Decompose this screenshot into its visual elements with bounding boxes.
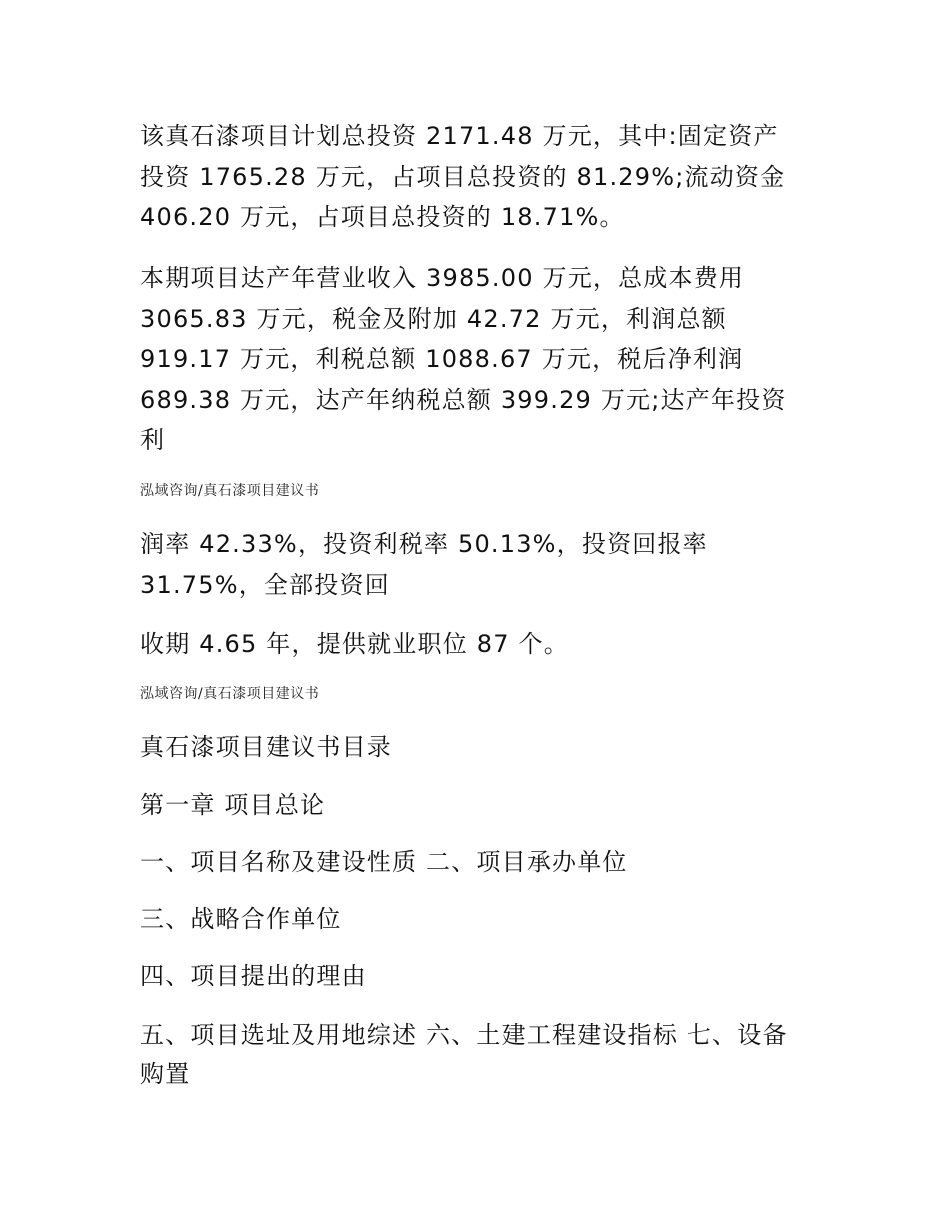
text-line: 收期 4.65 年，提供就业职位 87 个。	[140, 630, 569, 658]
return-rate-paragraph	[140, 524, 820, 605]
text-line: 689.38 万元，达产年纳税总额 399.29 万元;达产年投资	[140, 385, 787, 414]
text-line: 该真石漆项目计划总投资 2171.48 万元，其中:固定资产	[140, 122, 779, 150]
running-header: 泓域咨询/真石漆项目建议书	[140, 686, 320, 702]
text-line: 利	[140, 426, 166, 454]
toc-entry: 五、项目选址及用地综述 六、土建工程建设指标 七、设备	[140, 1021, 788, 1049]
text-line: 润率 42.33%，投资利税率 50.13%，投资回报率	[140, 530, 708, 558]
text-line: 31.75%，全部投资回	[140, 570, 390, 599]
payback-paragraph	[140, 624, 820, 665]
toc-chapter-heading: 第一章 项目总论	[140, 791, 326, 819]
running-header: 泓域咨询/真石漆项目建议书	[140, 483, 320, 499]
toc-entry: 一、项目名称及建设性质 二、项目承办单位	[140, 848, 628, 876]
toc-entry: 三、战略合作单位	[140, 905, 342, 933]
text-line: 3065.83 万元，税金及附加 42.72 万元，利润总额	[140, 304, 727, 333]
toc-entry: 四、项目提出的理由	[140, 962, 367, 990]
text-line: 投资 1765.28 万元，占项目总投资的 81.29%;流动资金	[140, 162, 786, 191]
text-line: 919.17 万元，利税总额 1088.67 万元，税后净利润	[140, 345, 744, 373]
investment-paragraph	[140, 116, 820, 238]
revenue-paragraph	[140, 258, 820, 461]
text-line: 本期项目达产年营业收入 3985.00 万元，总成本费用	[140, 264, 745, 292]
toc-title: 真石漆项目建议书目录	[140, 733, 392, 761]
text-line: 406.20 万元，占项目总投资的 18.71%。	[140, 203, 625, 231]
toc-entry: 购置	[140, 1060, 191, 1088]
